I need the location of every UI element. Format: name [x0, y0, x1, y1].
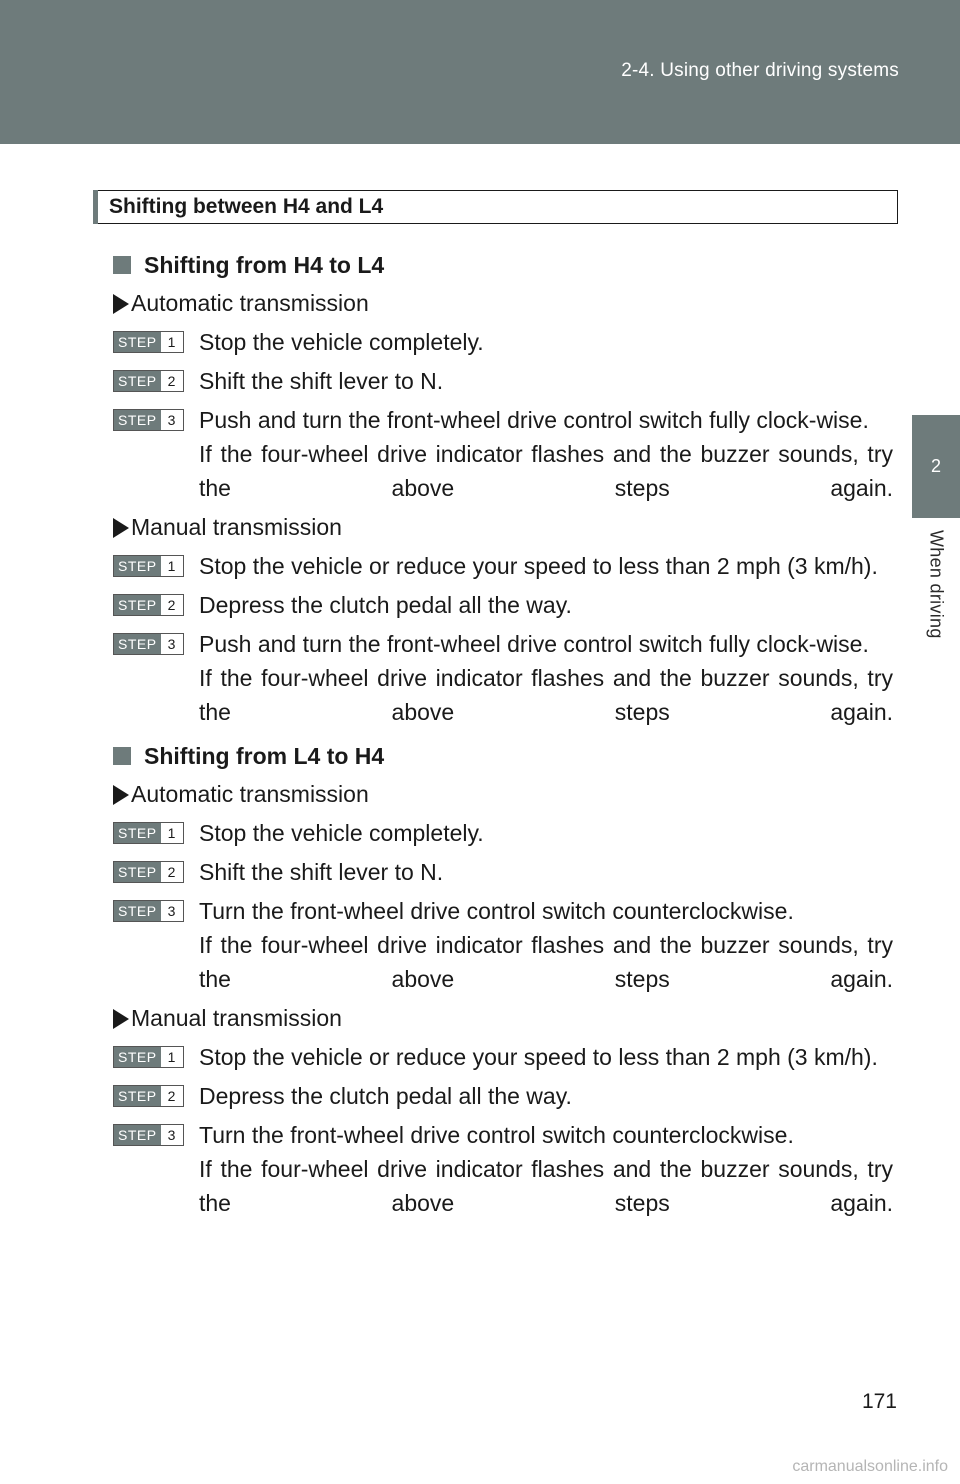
mode-automatic: Automatic transmission: [113, 777, 893, 811]
step-item: [113, 403, 893, 505]
step-text: Stop the vehicle completely.: [199, 329, 484, 355]
step-text: Turn the front-wheel drive control switch counterclockwise.: [199, 898, 794, 924]
triangle-bullet-icon: [113, 1009, 129, 1029]
step-text: Depress the clutch pedal all the way.: [199, 1083, 572, 1109]
page-number: 171: [861, 1390, 897, 1413]
triangle-bullet-icon: [113, 518, 129, 538]
step-note: If the four-wheel drive indicator flashes and the buzzer sounds, try the above steps again.: [199, 665, 893, 725]
step-text: Stop the vehicle or reduce your speed to less than 2 mph (3 km/h).: [199, 1044, 878, 1070]
chapter-side-label: [912, 530, 960, 660]
step-item: [113, 325, 893, 359]
watermark: carmanualsonline.info: [792, 1458, 948, 1475]
step-badge: STEP 3: [113, 409, 184, 431]
step-badge: STEP 3: [113, 900, 184, 922]
chapter-label: When driving: [926, 530, 947, 639]
step-note: If the four-wheel drive indicator flashes and the buzzer sounds, try the above steps again.: [199, 441, 893, 501]
step-badge: STEP 1: [113, 1046, 184, 1068]
page-content: [113, 248, 893, 1225]
step-badge: STEP 1: [113, 555, 184, 577]
header-title: 2-4. Using other driving systems: [621, 60, 899, 81]
step-item: [113, 627, 893, 729]
step-text: Turn the front-wheel drive control switch counterclockwise.: [199, 1122, 794, 1148]
triangle-bullet-icon: [113, 294, 129, 314]
step-item: [113, 588, 893, 622]
mode-manual: Manual transmission: [113, 1001, 893, 1035]
step-badge: STEP 2: [113, 594, 184, 616]
step-text: Shift the shift lever to N.: [199, 368, 444, 394]
step-item: [113, 894, 893, 996]
step-badge: STEP 3: [113, 633, 184, 655]
subheading-h4-to-l4: Shifting from H4 to L4: [113, 248, 893, 282]
step-text: Stop the vehicle or reduce your speed to less than 2 mph (3 km/h).: [199, 553, 878, 579]
step-item: [113, 816, 893, 850]
step-item: [113, 1040, 893, 1074]
step-text: Push and turn the front-wheel drive control switch fully clock-wise.: [199, 631, 869, 657]
section-heading-box: [93, 190, 898, 224]
step-badge: STEP 2: [113, 1085, 184, 1107]
step-note: If the four-wheel drive indicator flashes and the buzzer sounds, try the above steps again.: [199, 1156, 893, 1216]
chapter-tab: [912, 415, 960, 518]
chapter-number: 2: [930, 456, 941, 476]
subheading-l4-to-h4: Shifting from L4 to H4: [113, 739, 893, 773]
step-item: [113, 1079, 893, 1113]
mode-automatic: Automatic transmission: [113, 286, 893, 320]
step-text: Stop the vehicle completely.: [199, 820, 484, 846]
step-badge: STEP 3: [113, 1124, 184, 1146]
section-heading-bar: [93, 190, 98, 224]
step-item: [113, 549, 893, 583]
step-text: Push and turn the front-wheel drive control switch fully clock-wise.: [199, 407, 869, 433]
step-note: If the four-wheel drive indicator flashes and the buzzer sounds, try the above steps again.: [199, 932, 893, 992]
step-badge: STEP 1: [113, 822, 184, 844]
step-text: Depress the clutch pedal all the way.: [199, 592, 572, 618]
page-header: [0, 0, 960, 144]
step-item: [113, 1118, 893, 1220]
step-badge: STEP 2: [113, 861, 184, 883]
step-badge: STEP 1: [113, 331, 184, 353]
mode-manual: Manual transmission: [113, 510, 893, 544]
step-item: [113, 364, 893, 398]
step-badge: STEP 2: [113, 370, 184, 392]
step-item: [113, 855, 893, 889]
square-bullet-icon: [113, 747, 131, 765]
triangle-bullet-icon: [113, 785, 129, 805]
step-text: Shift the shift lever to N.: [199, 859, 444, 885]
section-title: Shifting between H4 and L4: [109, 195, 384, 218]
square-bullet-icon: [113, 256, 131, 274]
